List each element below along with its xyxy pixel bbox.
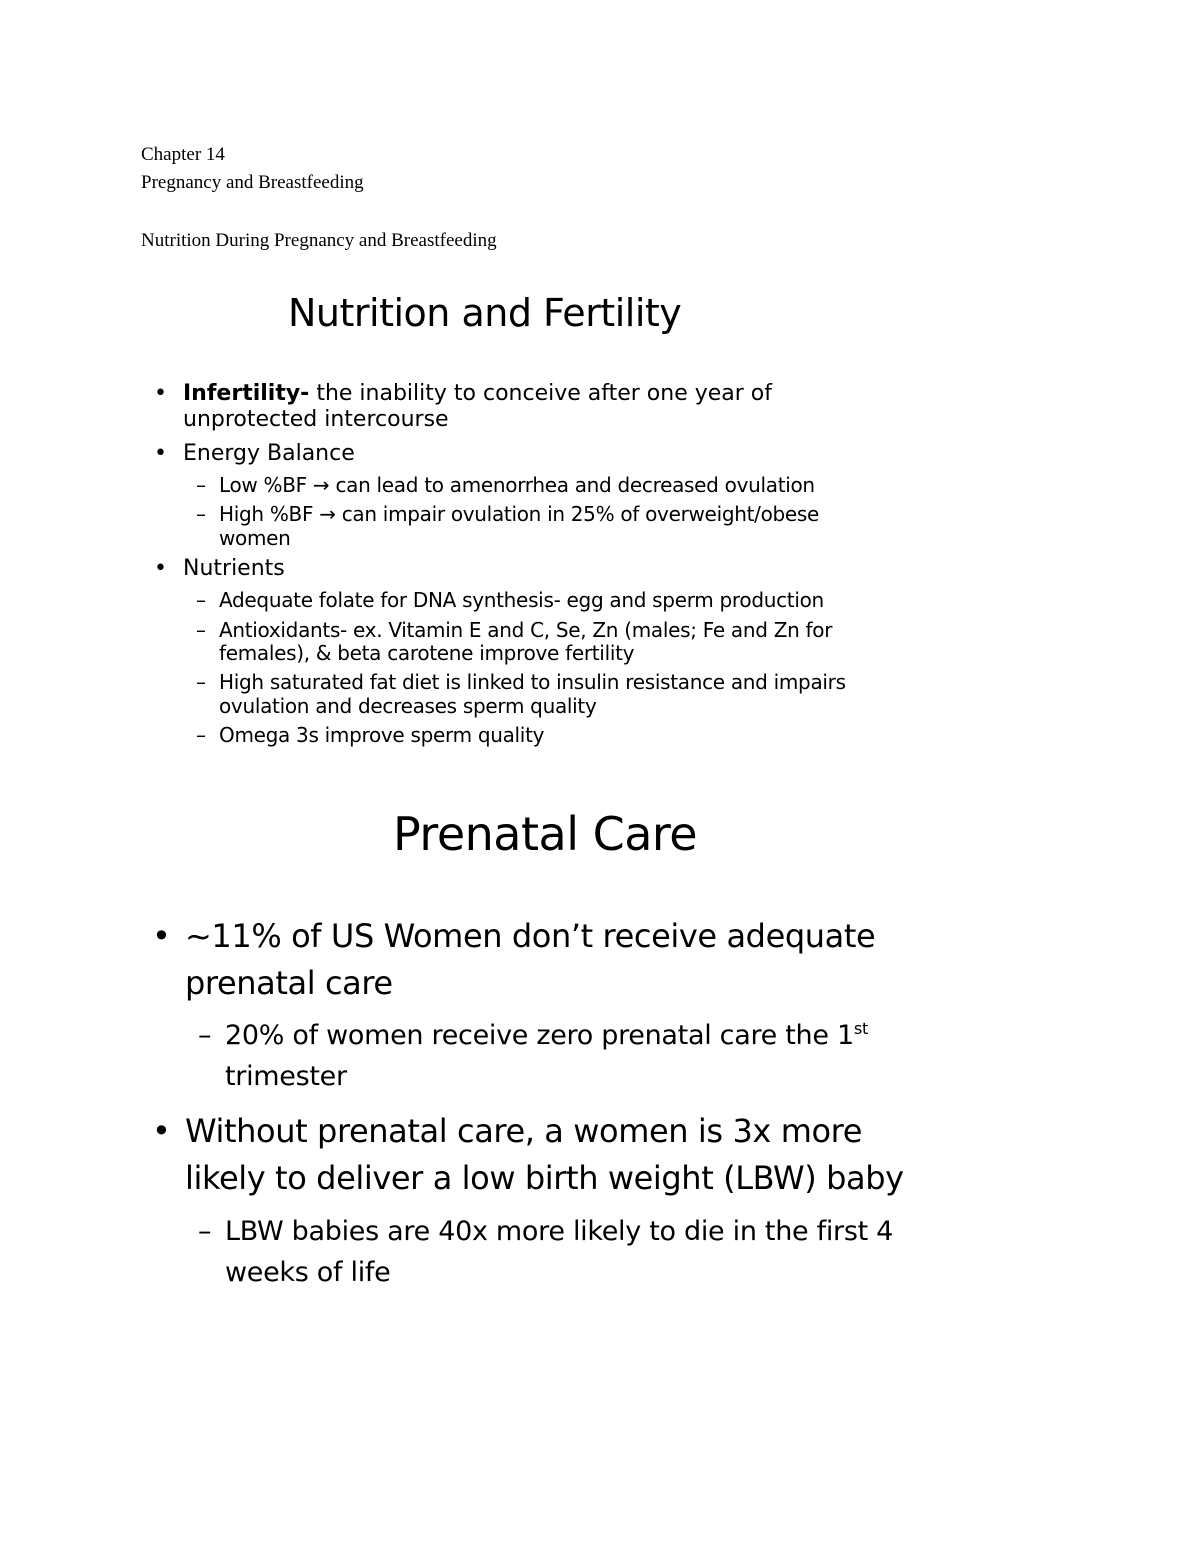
ordinal-suffix: st bbox=[853, 1019, 869, 1038]
high-bf-item: High %BF → can impair ovulation in 25% of overweight/obese bbox=[219, 502, 820, 526]
section-title: Nutrition During Pregnancy and Breastfeeding bbox=[141, 230, 497, 251]
energy-balance-item: Energy Balance bbox=[183, 441, 355, 466]
bullet-icon: • bbox=[152, 1112, 171, 1150]
dash-icon: – bbox=[196, 723, 206, 747]
dash-icon: – bbox=[198, 1020, 212, 1051]
omega-item: Omega 3s improve sperm quality bbox=[219, 723, 545, 747]
dash-icon: – bbox=[196, 588, 206, 612]
lbw-mortality-item: LBW babies are 40x more likely to die in the first 4 bbox=[225, 1216, 894, 1247]
high-bf-item-cont: women bbox=[219, 526, 291, 550]
first-trimester-item-cont: trimester bbox=[225, 1061, 347, 1092]
antioxidants-item: Antioxidants- ex. Vitamin E and C, Se, Zn (males; Fe and Zn for bbox=[219, 618, 833, 642]
infertility-item bbox=[183, 381, 772, 407]
prenatal-stat-item: ~11% of US Women don’t receive adequate bbox=[185, 917, 876, 955]
dash-icon: – bbox=[196, 670, 206, 694]
first-trimester-item bbox=[225, 1015, 868, 1056]
chapter-number: Chapter 14 bbox=[141, 144, 225, 165]
lbw-mortality-item-cont: weeks of life bbox=[225, 1257, 391, 1288]
bullet-icon: • bbox=[154, 556, 167, 581]
slide-title: Nutrition and Fertility bbox=[288, 291, 682, 335]
prenatal-stat-item-cont: prenatal care bbox=[185, 964, 393, 1002]
lbw-risk-item-cont: likely to deliver a low birth weight (LBW) baby bbox=[185, 1159, 904, 1197]
dash-icon: – bbox=[196, 502, 206, 526]
saturated-fat-item: High saturated fat diet is linked to insulin resistance and impairs bbox=[219, 670, 846, 694]
infertility-definition-cont: unprotected intercourse bbox=[183, 407, 449, 432]
bullet-icon: • bbox=[154, 441, 167, 466]
folate-item: Adequate folate for DNA synthesis- egg and sperm production bbox=[219, 588, 824, 612]
dash-icon: – bbox=[198, 1216, 212, 1247]
nutrients-item: Nutrients bbox=[183, 556, 285, 581]
antioxidants-item-cont: females), & beta carotene improve fertility bbox=[219, 641, 635, 665]
bullet-icon: • bbox=[154, 381, 167, 406]
dash-icon: – bbox=[196, 473, 206, 497]
slide-title: Prenatal Care bbox=[393, 807, 698, 861]
bullet-icon: • bbox=[152, 917, 171, 955]
infertility-definition: the inability to conceive after one year of bbox=[309, 381, 773, 406]
chapter-title: Pregnancy and Breastfeeding bbox=[141, 172, 364, 193]
lbw-risk-item: Without prenatal care, a women is 3x more bbox=[185, 1112, 863, 1150]
low-bf-item: Low %BF → can lead to amenorrhea and decreased ovulation bbox=[219, 473, 815, 497]
first-trimester-text: 20% of women receive zero prenatal care the 1 bbox=[225, 1020, 854, 1051]
infertility-term: Infertility- bbox=[183, 381, 310, 406]
saturated-fat-item-cont: ovulation and decreases sperm quality bbox=[219, 694, 597, 718]
dash-icon: – bbox=[196, 618, 206, 642]
